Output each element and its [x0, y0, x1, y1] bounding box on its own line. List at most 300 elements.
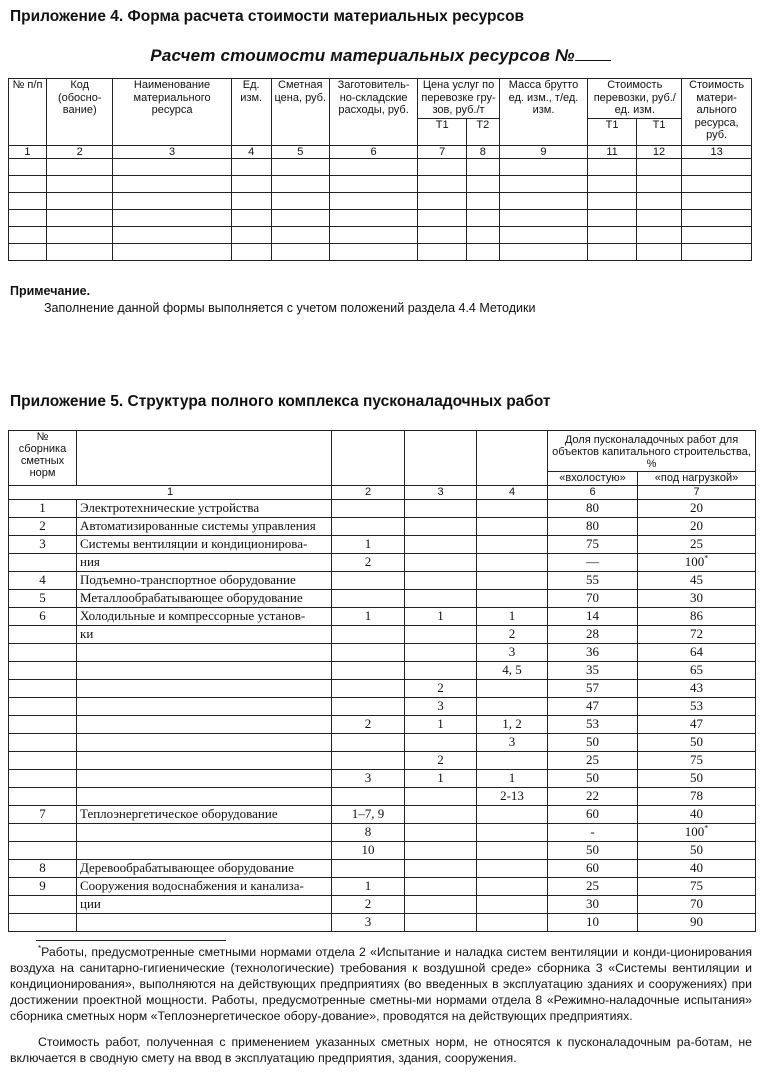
- row-name: [77, 626, 332, 644]
- table-row: [9, 500, 756, 518]
- load-share-text: 100: [684, 554, 705, 569]
- col-4-value-text: 3: [508, 734, 516, 749]
- commissioning-structure-table: [8, 430, 756, 932]
- col-3-value-text: 1: [437, 716, 444, 731]
- col-2-value-text: 1: [364, 608, 372, 623]
- empty-cell: [418, 210, 467, 227]
- idle-share-text: 53: [586, 716, 599, 731]
- row-name: [77, 608, 332, 626]
- column-number-row: [9, 146, 752, 159]
- empty-cell: [329, 227, 418, 244]
- header-row: [9, 431, 756, 472]
- empty-cell: [271, 210, 329, 227]
- idle-share-text: 30: [586, 896, 599, 911]
- header-cell: Код (обосно-вание): [46, 79, 112, 146]
- empty-cell: [113, 176, 231, 193]
- header-cell: № п/п: [9, 79, 47, 146]
- table-row: [9, 536, 756, 554]
- row-name: [77, 500, 332, 518]
- load-share-text: 40: [690, 860, 703, 875]
- col-4-value-text: 1: [508, 770, 516, 785]
- row-number-text: 2: [39, 518, 46, 533]
- col-2-value-text: 1–7, 9: [351, 806, 385, 821]
- col-3-value: [405, 914, 477, 932]
- empty-cell: [271, 159, 329, 176]
- empty-cell: [636, 244, 681, 261]
- empty-cell: [271, 193, 329, 210]
- empty-cell: [113, 227, 231, 244]
- row-name: [77, 842, 332, 860]
- row-name-text: Системы вентиляции и кондиционирова-: [80, 536, 308, 551]
- col-3-value: [405, 608, 477, 626]
- empty-cell: [113, 210, 231, 227]
- footnotes: [10, 944, 752, 1066]
- footnote-mark: *: [704, 553, 709, 563]
- header-cell: [405, 431, 477, 486]
- col-4-value: [477, 698, 548, 716]
- row-name: [77, 896, 332, 914]
- col-3-value: [405, 734, 477, 752]
- load-share-text: 50: [690, 734, 703, 749]
- column-number: 9: [499, 146, 588, 159]
- footnote-separator: [36, 940, 226, 941]
- table-row: [9, 518, 756, 536]
- row-number: [9, 698, 77, 716]
- row-number: [9, 878, 77, 896]
- row-number-text: 8: [39, 860, 46, 875]
- column-number: 1: [9, 486, 332, 500]
- load-share-text: 45: [690, 572, 703, 587]
- footnote-text: Работы, предусмотренные сметными нормами отдела 2 «Испытание и наладка систем вентиляции и конди-ционирования воздуха на санитарно-гигиенические (технологические) требования к воздушной среде» сборника 3 «Системы вентиляции и кондиционирования», выполняются на действующих предприятиях (во введенных в эксплуатацию зданиях и сооружениях) при достижении проектной мощности. Работы, предусмотренные сметны-ми нормами отдела 8 «Режимно-наладочные испытания» сборника сметных норм «Теплоэнергетическое обору-дование», проводятся на действующих предприятиях.: [10, 945, 752, 1023]
- load-share: [638, 608, 756, 626]
- load-share: [638, 590, 756, 608]
- col-2-value: [332, 860, 405, 878]
- col-2-value: [332, 518, 405, 536]
- table-row: [9, 824, 756, 842]
- column-number: 8: [466, 146, 499, 159]
- idle-share-text: 35: [586, 662, 599, 677]
- row-number: [9, 914, 77, 932]
- header-cell: «под нагрузкой»: [638, 472, 756, 486]
- empty-cell: [636, 210, 681, 227]
- col-3-value: [405, 644, 477, 662]
- row-number-text: 5: [39, 590, 46, 605]
- empty-cell: [231, 227, 271, 244]
- row-number: [9, 500, 77, 518]
- load-share-text: 25: [690, 536, 703, 551]
- load-share-text: 47: [690, 716, 703, 731]
- form-title: [0, 46, 761, 66]
- header-cell: [477, 431, 548, 486]
- col-4-value: [477, 680, 548, 698]
- empty-cell: [466, 227, 499, 244]
- row-number: [9, 770, 77, 788]
- empty-cell: [113, 159, 231, 176]
- empty-cell: [418, 159, 467, 176]
- col-4-value: [477, 608, 548, 626]
- note-text: Заполнение данной формы выполняется с учетом положений раздела 4.4 Методики: [44, 301, 536, 315]
- load-share: [638, 860, 756, 878]
- row-name-text: Автоматизированные системы управления: [80, 518, 316, 533]
- row-number: [9, 626, 77, 644]
- load-share: [638, 788, 756, 806]
- idle-share-text: 60: [586, 860, 599, 875]
- col-3-value: [405, 536, 477, 554]
- col-3-value-text: 2: [437, 752, 444, 767]
- col-2-value: [332, 572, 405, 590]
- idle-share: [548, 770, 638, 788]
- idle-share-text: 22: [586, 788, 599, 803]
- col-3-value: [405, 878, 477, 896]
- table-row: [9, 590, 756, 608]
- note-heading: Примечание.: [10, 284, 91, 298]
- header-cell: Масса брутто ед. изм., т/ед. изм.: [499, 79, 588, 146]
- col-2-value: [332, 716, 405, 734]
- load-share: [638, 680, 756, 698]
- col-2-value: [332, 824, 405, 842]
- col-4-value: [477, 842, 548, 860]
- header-cell: Доля пусконаладочных работ для объектов капитального строительства, %: [548, 431, 756, 472]
- col-3-value: [405, 500, 477, 518]
- row-name-text: ции: [80, 896, 101, 911]
- col-2-value-text: 2: [364, 716, 372, 731]
- load-share-text: 40: [690, 806, 703, 821]
- empty-rows: [9, 159, 752, 261]
- empty-cell: [466, 210, 499, 227]
- load-share-text: 43: [690, 680, 703, 695]
- row-number: [9, 572, 77, 590]
- load-share: [638, 752, 756, 770]
- empty-cell: [499, 244, 588, 261]
- col-3-value: [405, 572, 477, 590]
- col-2-value-text: 3: [364, 770, 372, 785]
- table-row: [9, 680, 756, 698]
- empty-cell: [466, 193, 499, 210]
- empty-cell: [636, 159, 681, 176]
- load-share: [638, 572, 756, 590]
- empty-cell: [231, 159, 271, 176]
- col-2-value: [332, 626, 405, 644]
- load-share-text: 90: [690, 914, 703, 929]
- table-row: [9, 644, 756, 662]
- col-4-value: [477, 626, 548, 644]
- row-name-text: Теплоэнергетическое оборудование: [80, 806, 278, 821]
- table-row: [9, 698, 756, 716]
- empty-cell: [231, 193, 271, 210]
- column-number: 4: [231, 146, 271, 159]
- load-share: [638, 878, 756, 896]
- col-3-value: [405, 788, 477, 806]
- load-share: [638, 518, 756, 536]
- table-row: [9, 734, 756, 752]
- column-number: 6: [329, 146, 418, 159]
- col-2-value: [332, 806, 405, 824]
- col-2-value: [332, 770, 405, 788]
- col-4-value: [477, 572, 548, 590]
- idle-share: [548, 914, 638, 932]
- idle-share: [548, 716, 638, 734]
- load-share-text: 78: [690, 788, 703, 803]
- empty-form-row: [9, 176, 752, 193]
- load-share-text: 70: [690, 896, 703, 911]
- idle-share-text: 10: [586, 914, 599, 929]
- col-3-value: [405, 752, 477, 770]
- empty-cell: [588, 227, 637, 244]
- row-name: [77, 554, 332, 572]
- load-share-text: 72: [690, 626, 703, 641]
- idle-share: [548, 518, 638, 536]
- empty-cell: [418, 244, 467, 261]
- load-share: [638, 914, 756, 932]
- idle-share-text: 75: [586, 536, 599, 551]
- load-share: [638, 626, 756, 644]
- row-number-text: 7: [39, 806, 46, 821]
- col-3-value: [405, 806, 477, 824]
- col-2-value: [332, 842, 405, 860]
- row-number: [9, 752, 77, 770]
- empty-cell: [329, 159, 418, 176]
- idle-share: [548, 644, 638, 662]
- empty-cell: [9, 227, 47, 244]
- empty-cell: [329, 210, 418, 227]
- column-number: 13: [682, 146, 752, 159]
- load-share-text: 50: [690, 842, 703, 857]
- load-share: [638, 536, 756, 554]
- empty-cell: [499, 227, 588, 244]
- row-number-text: 4: [39, 572, 46, 587]
- header-cell: Цена услуг по перевозке гру-зов, руб./т: [418, 79, 499, 119]
- column-number: 7: [638, 486, 756, 500]
- row-name: [77, 536, 332, 554]
- load-share-text: 65: [690, 662, 703, 677]
- header-cell: Заготовитель-но-складские расходы, руб.: [329, 79, 418, 146]
- load-share-text: 20: [690, 500, 703, 515]
- column-number: 1: [9, 146, 47, 159]
- load-share-text: 75: [690, 878, 703, 893]
- idle-share-text: 50: [586, 842, 599, 857]
- table-row: [9, 914, 756, 932]
- load-share: [638, 734, 756, 752]
- empty-cell: [636, 193, 681, 210]
- col-3-value-text: 1: [437, 608, 444, 623]
- empty-cell: [329, 193, 418, 210]
- empty-cell: [46, 227, 112, 244]
- col-2-value: [332, 698, 405, 716]
- col-4-value-text: 3: [508, 644, 516, 659]
- col-4-value: [477, 824, 548, 842]
- row-number: [9, 608, 77, 626]
- empty-cell: [46, 176, 112, 193]
- table-row: [9, 752, 756, 770]
- empty-cell: [418, 227, 467, 244]
- row-number: [9, 788, 77, 806]
- load-share-text: 100: [684, 824, 705, 839]
- row-name: [77, 716, 332, 734]
- col-2-value: [332, 500, 405, 518]
- empty-cell: [588, 159, 637, 176]
- load-share: [638, 770, 756, 788]
- empty-cell: [418, 193, 467, 210]
- table-body: [9, 500, 756, 932]
- table-row: [9, 554, 756, 572]
- col-2-value: [332, 590, 405, 608]
- row-number-text: 3: [39, 536, 46, 551]
- empty-cell: [271, 244, 329, 261]
- col-3-value: [405, 842, 477, 860]
- row-name-text: Холодильные и компрессорные установ-: [80, 608, 306, 623]
- table-row: [9, 878, 756, 896]
- column-number: 3: [113, 146, 231, 159]
- empty-cell: [466, 159, 499, 176]
- header-row: [9, 79, 752, 119]
- row-name: [77, 806, 332, 824]
- row-number-text: 9: [39, 878, 46, 893]
- col-4-value: [477, 860, 548, 878]
- col-4-value: [477, 734, 548, 752]
- idle-share-text: 55: [586, 572, 599, 587]
- row-name: [77, 662, 332, 680]
- idle-share: [548, 878, 638, 896]
- empty-cell: [9, 176, 47, 193]
- load-share: [638, 554, 756, 572]
- header-cell: Наименование материального ресурса: [113, 79, 231, 146]
- idle-share-text: 50: [586, 770, 599, 785]
- row-name: [77, 590, 332, 608]
- empty-cell: [418, 176, 467, 193]
- table-row: [9, 860, 756, 878]
- empty-cell: [499, 193, 588, 210]
- col-3-value: [405, 770, 477, 788]
- empty-cell: [9, 193, 47, 210]
- column-number: 3: [405, 486, 477, 500]
- col-3-value: [405, 626, 477, 644]
- table-row: [9, 788, 756, 806]
- col-2-value: [332, 752, 405, 770]
- col-3-value: [405, 590, 477, 608]
- col-2-value: [332, 644, 405, 662]
- load-share: [638, 644, 756, 662]
- row-name-text: Металлообрабатывающее оборудование: [80, 590, 303, 605]
- header-cell: Т1: [588, 119, 637, 146]
- column-number: 4: [477, 486, 548, 500]
- col-2-value: [332, 914, 405, 932]
- idle-share: [548, 500, 638, 518]
- idle-share: [548, 860, 638, 878]
- col-2-value: [332, 662, 405, 680]
- col-3-value: [405, 680, 477, 698]
- idle-share: [548, 536, 638, 554]
- empty-cell: [682, 227, 752, 244]
- empty-cell: [271, 227, 329, 244]
- idle-share-text: 80: [586, 500, 599, 515]
- idle-share-text: 70: [586, 590, 599, 605]
- empty-cell: [9, 210, 47, 227]
- idle-share: [548, 698, 638, 716]
- row-name-text: ния: [80, 554, 100, 569]
- column-number-row: [9, 486, 756, 500]
- row-name: [77, 644, 332, 662]
- empty-cell: [329, 176, 418, 193]
- empty-cell: [329, 244, 418, 261]
- empty-cell: [499, 176, 588, 193]
- col-4-value: [477, 914, 548, 932]
- col-3-value: [405, 554, 477, 572]
- header-cell: Сметная цена, руб.: [271, 79, 329, 146]
- row-name: [77, 680, 332, 698]
- idle-share: [548, 572, 638, 590]
- row-name: [77, 518, 332, 536]
- column-number: 11: [588, 146, 637, 159]
- idle-share-text: 14: [586, 608, 599, 623]
- row-number: [9, 554, 77, 572]
- col-2-value: [332, 554, 405, 572]
- empty-cell: [46, 159, 112, 176]
- load-share-text: 75: [690, 752, 703, 767]
- col-2-value-text: 2: [364, 554, 372, 569]
- col-3-value: [405, 518, 477, 536]
- idle-share-text: 80: [586, 518, 599, 533]
- empty-cell: [46, 210, 112, 227]
- column-number: 12: [636, 146, 681, 159]
- header-cell: Ед. изм.: [231, 79, 271, 146]
- table-row: [9, 842, 756, 860]
- row-number: [9, 518, 77, 536]
- row-name-text: Деревообрабатывающее оборудование: [80, 860, 294, 875]
- col-4-value: [477, 500, 548, 518]
- header-cell: Т2: [466, 119, 499, 146]
- header-cell: Т1: [636, 119, 681, 146]
- col-2-value: [332, 878, 405, 896]
- row-name: [77, 788, 332, 806]
- load-share-text: 86: [690, 608, 703, 623]
- col-4-value-text: 2: [508, 626, 516, 641]
- col-4-value: [477, 590, 548, 608]
- footnote-text-2: Стоимость работ, полученная с применением указанных сметных норм, не относятся к пусконаладочным ра-ботам, не включается в сводную смету на ввод в эксплуатацию предприятия, здания, сооружения.: [10, 1035, 752, 1065]
- col-4-value-text: 2-13: [500, 788, 524, 803]
- row-name: [77, 752, 332, 770]
- idle-share: [548, 788, 638, 806]
- load-share: [638, 698, 756, 716]
- empty-form-row: [9, 159, 752, 176]
- row-name: [77, 770, 332, 788]
- idle-share-text: 25: [586, 878, 599, 893]
- empty-cell: [636, 227, 681, 244]
- empty-cell: [231, 176, 271, 193]
- col-4-value: [477, 716, 548, 734]
- col-4-value-text: 1, 2: [502, 716, 522, 731]
- empty-cell: [682, 159, 752, 176]
- footnote-mark: *: [704, 823, 709, 833]
- col-2-value-text: 3: [364, 914, 372, 929]
- idle-share-text: 47: [586, 698, 599, 713]
- row-number: [9, 734, 77, 752]
- empty-cell: [466, 244, 499, 261]
- idle-share: [548, 680, 638, 698]
- row-number-text: 6: [39, 608, 46, 623]
- header-cell: [77, 431, 332, 486]
- row-number-text: 1: [39, 500, 46, 515]
- col-2-value: [332, 896, 405, 914]
- row-number: [9, 860, 77, 878]
- row-number: [9, 536, 77, 554]
- col-3-value: [405, 896, 477, 914]
- empty-cell: [682, 176, 752, 193]
- col-4-value: [477, 806, 548, 824]
- empty-cell: [588, 176, 637, 193]
- empty-cell: [588, 210, 637, 227]
- idle-share: [548, 554, 638, 572]
- load-share: [638, 896, 756, 914]
